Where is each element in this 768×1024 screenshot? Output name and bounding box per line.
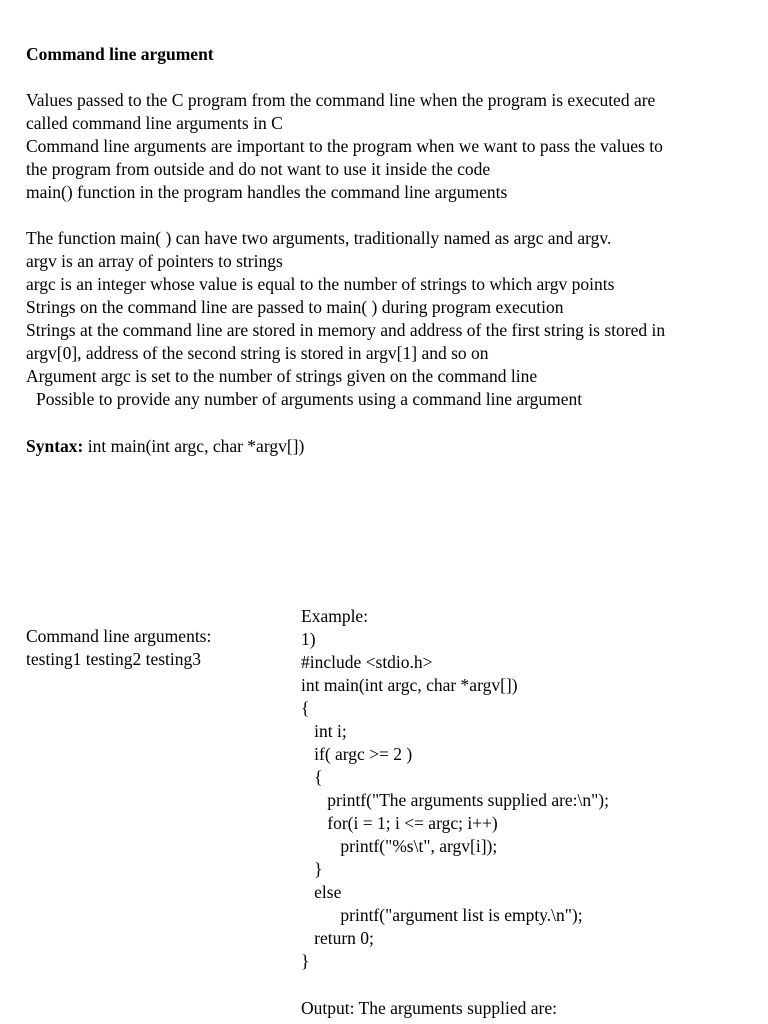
details-paragraph xyxy=(26,227,748,411)
code-line: int main(int argc, char *argv[]) xyxy=(301,675,518,695)
text-line: Strings on the command line are passed to main( ) during program execution xyxy=(26,297,564,317)
text-line: Argument argc is set to the number of strings given on the command line xyxy=(26,366,538,386)
command-line-args-block xyxy=(26,625,211,671)
text-line: Strings at the command line are stored in memory and address of the first string is stored in xyxy=(26,320,666,340)
code-line: int i; xyxy=(301,721,347,741)
page-title: Command line argument xyxy=(26,44,214,64)
text-line: argv[0], address of the second string is stored in argv[1] and so on xyxy=(26,343,489,363)
code-line: printf("The arguments supplied are:\n"); xyxy=(301,790,609,810)
code-line: { xyxy=(301,698,310,718)
code-line: if( argc >= 2 ) xyxy=(301,744,413,764)
text-line: argc is an integer whose value is equal to the number of strings to which argv points xyxy=(26,274,615,294)
text-line: Possible to provide any number of arguments using a command line argument xyxy=(36,389,583,409)
code-line: printf("argument list is empty.\n"); xyxy=(301,905,583,925)
output-line: Output: The arguments supplied are: xyxy=(301,998,557,1018)
text-line: argv is an array of pointers to strings xyxy=(26,251,283,271)
code-line: } xyxy=(301,859,323,879)
text-line: The function main( ) can have two arguments, traditionally named as argc and argv. xyxy=(26,228,612,248)
syntax-value: int main(int argc, char *argv[]) xyxy=(83,436,305,456)
code-line: { xyxy=(301,767,323,787)
text-line: called command line arguments in C xyxy=(26,113,283,133)
code-line: Example: xyxy=(301,606,369,626)
text-line: Values passed to the C program from the command line when the program is executed are xyxy=(26,90,656,110)
code-line: } xyxy=(301,951,310,971)
text-line: Command line arguments are important to the program when we want to pass the values to xyxy=(26,136,663,156)
syntax-line xyxy=(26,435,304,458)
intro-paragraph xyxy=(26,89,748,204)
text-line: main() function in the program handles the command line arguments xyxy=(26,182,508,202)
code-line: printf("%s\t", argv[i]); xyxy=(301,836,498,856)
cmd-args-value: testing1 testing2 testing3 xyxy=(26,649,201,669)
cmd-args-label: Command line arguments: xyxy=(26,626,212,646)
code-line: for(i = 1; i <= argc; i++) xyxy=(301,813,498,833)
code-line: return 0; xyxy=(301,928,374,948)
example-code-block xyxy=(301,605,609,973)
code-line: else xyxy=(301,882,342,902)
syntax-label: Syntax: xyxy=(26,436,84,456)
code-line: #include <stdio.h> xyxy=(301,652,433,672)
text-line: the program from outside and do not want to use it inside the code xyxy=(26,159,491,179)
code-line: 1) xyxy=(301,629,316,649)
